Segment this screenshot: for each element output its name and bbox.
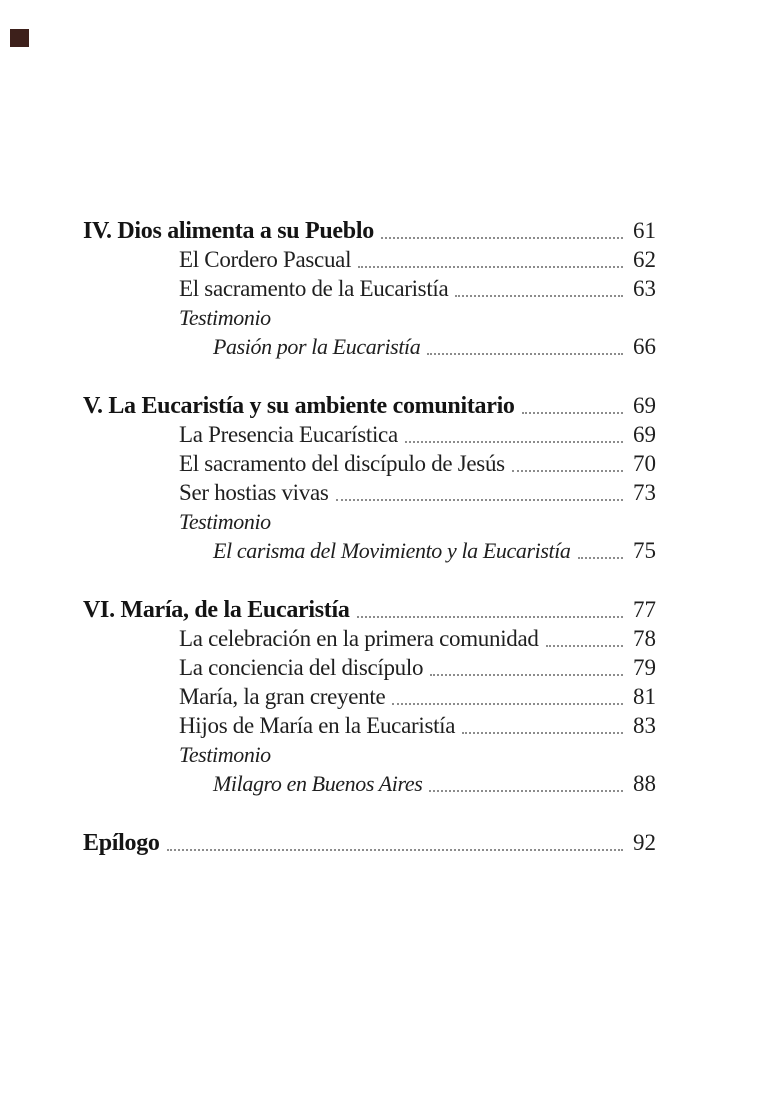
toc-entry-label: El sacramento del discípulo de Jesús bbox=[179, 451, 505, 476]
dot-leader bbox=[578, 557, 623, 559]
toc-entry-page: 63 bbox=[633, 276, 656, 301]
toc-entry bbox=[83, 624, 656, 653]
toc-entry-page: 92 bbox=[633, 830, 656, 855]
dot-leader bbox=[381, 237, 623, 239]
toc-entry-page: 78 bbox=[633, 626, 656, 651]
toc-entry bbox=[83, 332, 656, 361]
dot-leader bbox=[522, 412, 623, 414]
toc-entry bbox=[83, 303, 656, 332]
dot-leader bbox=[427, 353, 623, 355]
toc-entry-label: Ser hostias vivas bbox=[179, 480, 329, 505]
toc-entry bbox=[83, 769, 656, 798]
toc-section bbox=[83, 216, 656, 361]
toc-section bbox=[83, 595, 656, 798]
dot-leader bbox=[392, 703, 623, 705]
dot-leader bbox=[430, 674, 623, 676]
toc-entry-page: 77 bbox=[633, 597, 656, 622]
toc-section-title: V. La Eucaristía y su ambiente comunitario bbox=[83, 393, 515, 419]
toc-entry-label: La conciencia del discípulo bbox=[179, 655, 424, 680]
dot-leader bbox=[358, 266, 623, 268]
toc-section-title-row bbox=[83, 391, 656, 420]
toc-entry-page: 70 bbox=[633, 451, 656, 476]
toc-entry-page: 83 bbox=[633, 713, 656, 738]
toc-entry-label: Pasión por la Eucaristía bbox=[213, 334, 421, 359]
toc-entry-label: Testimonio bbox=[179, 509, 271, 534]
toc-entry bbox=[83, 245, 656, 274]
toc-entry bbox=[83, 274, 656, 303]
toc-entry-page: 75 bbox=[633, 538, 656, 563]
toc-entry-label: María, la gran creyente bbox=[179, 684, 386, 709]
toc-entry bbox=[83, 740, 656, 769]
toc-entry-label: El sacramento de la Eucaristía bbox=[179, 276, 449, 301]
dot-leader bbox=[405, 441, 623, 443]
toc-entry bbox=[83, 653, 656, 682]
toc-entry bbox=[83, 536, 656, 565]
toc-entry-page: 81 bbox=[633, 684, 656, 709]
dot-leader bbox=[462, 732, 623, 734]
toc-entry-page: 66 bbox=[633, 334, 656, 359]
toc-section-title-row bbox=[83, 595, 656, 624]
toc-entry-page: 69 bbox=[633, 422, 656, 447]
toc-section bbox=[83, 391, 656, 565]
toc-entry-label: Milagro en Buenos Aires bbox=[213, 771, 423, 796]
toc-section-title: IV. Dios alimenta a su Pueblo bbox=[83, 218, 374, 244]
toc-entry-page: 88 bbox=[633, 771, 656, 796]
toc-section-title: Epílogo bbox=[83, 830, 160, 856]
dot-leader bbox=[357, 616, 623, 618]
dot-leader bbox=[546, 645, 623, 647]
toc-entry-page: 62 bbox=[633, 247, 656, 272]
toc-entry bbox=[83, 478, 656, 507]
toc-entry-label: La celebración en la primera comunidad bbox=[179, 626, 539, 651]
toc-entry-page: 61 bbox=[633, 218, 656, 243]
dot-leader bbox=[429, 790, 623, 792]
toc-entry-page: 79 bbox=[633, 655, 656, 680]
toc-entry-label: Hijos de María en la Eucaristía bbox=[179, 713, 456, 738]
toc-section-title-row bbox=[83, 828, 656, 857]
toc-entry-label: El carisma del Movimiento y la Eucaristía bbox=[213, 538, 571, 563]
toc-entry-label: Testimonio bbox=[179, 305, 271, 330]
toc-entry-label: Testimonio bbox=[179, 742, 271, 767]
dot-leader bbox=[336, 499, 624, 501]
dot-leader bbox=[455, 295, 623, 297]
toc-section-title-row bbox=[83, 216, 656, 245]
toc-entry-label: La Presencia Eucarística bbox=[179, 422, 398, 447]
toc-entry bbox=[83, 420, 656, 449]
dot-leader bbox=[167, 849, 623, 851]
toc-entry bbox=[83, 507, 656, 536]
toc-entry-page: 73 bbox=[633, 480, 656, 505]
toc-entry bbox=[83, 682, 656, 711]
toc-entry bbox=[83, 449, 656, 478]
toc-section bbox=[83, 828, 656, 857]
toc-entry-page: 69 bbox=[633, 393, 656, 418]
toc-entry-label: El Cordero Pascual bbox=[179, 247, 352, 272]
dot-leader bbox=[512, 470, 623, 472]
toc-section-title: VI. María, de la Eucaristía bbox=[83, 597, 350, 623]
toc-entry bbox=[83, 711, 656, 740]
